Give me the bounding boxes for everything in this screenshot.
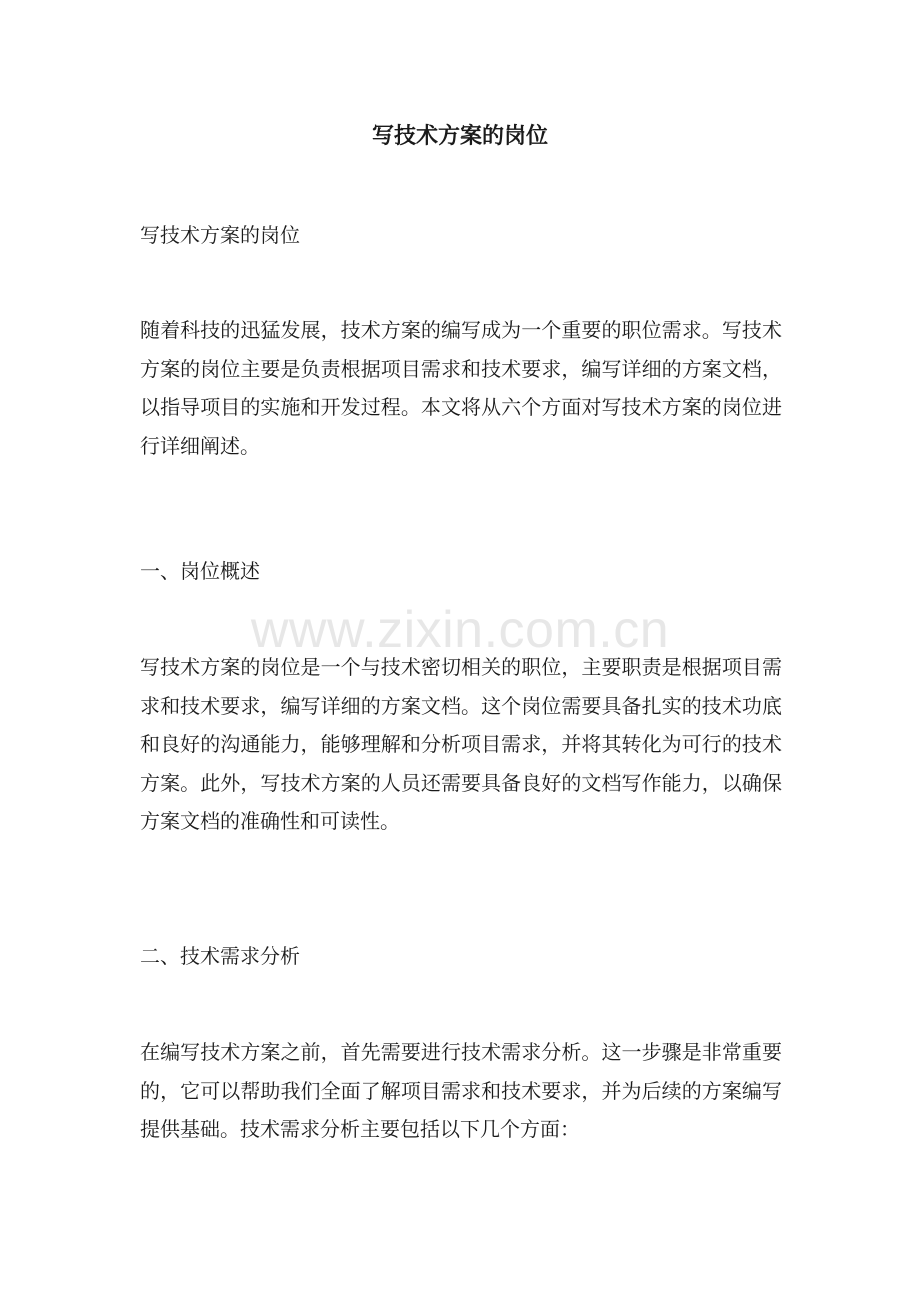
section-body-overview: 写技术方案的岗位是一个与技术密切相关的职位，主要职责是根据项目需求和技术要求，编写详细的方案文档。这个岗位需要具备扎实的技术功底和良好的沟通能力，能够理解和分析项目需求，并将其转化为可行的技术方案。此外，写技术方案的人员还需要具备良好的文档写作能力，以确保方案文档的准确性和可读性。	[140, 655, 782, 833]
document-subtitle: 写技术方案的岗位	[140, 223, 300, 247]
section-heading-overview: 一、岗位概述	[140, 559, 260, 583]
section-body-requirements: 在编写技术方案之前，首先需要进行技术需求分析。这一步骤是非常重要的，它可以帮助我们全面了解项目需求和技术要求，并为后续的方案编写提供基础。技术需求分析主要包括以下几个方面：	[140, 1040, 782, 1141]
watermark-text: www.zixin.com.cn	[250, 601, 670, 659]
intro-paragraph: 随着科技的迅猛发展，技术方案的编写成为一个重要的职位需求。写技术方案的岗位主要是负责根据项目需求和技术要求，编写详细的方案文档，以指导项目的实施和开发过程。本文将从六个方面对写技术方案的岗位进行详细阐述。	[140, 318, 782, 458]
section-heading-requirements: 二、技术需求分析	[140, 944, 300, 968]
document-title: 写技术方案的岗位	[371, 123, 548, 149]
